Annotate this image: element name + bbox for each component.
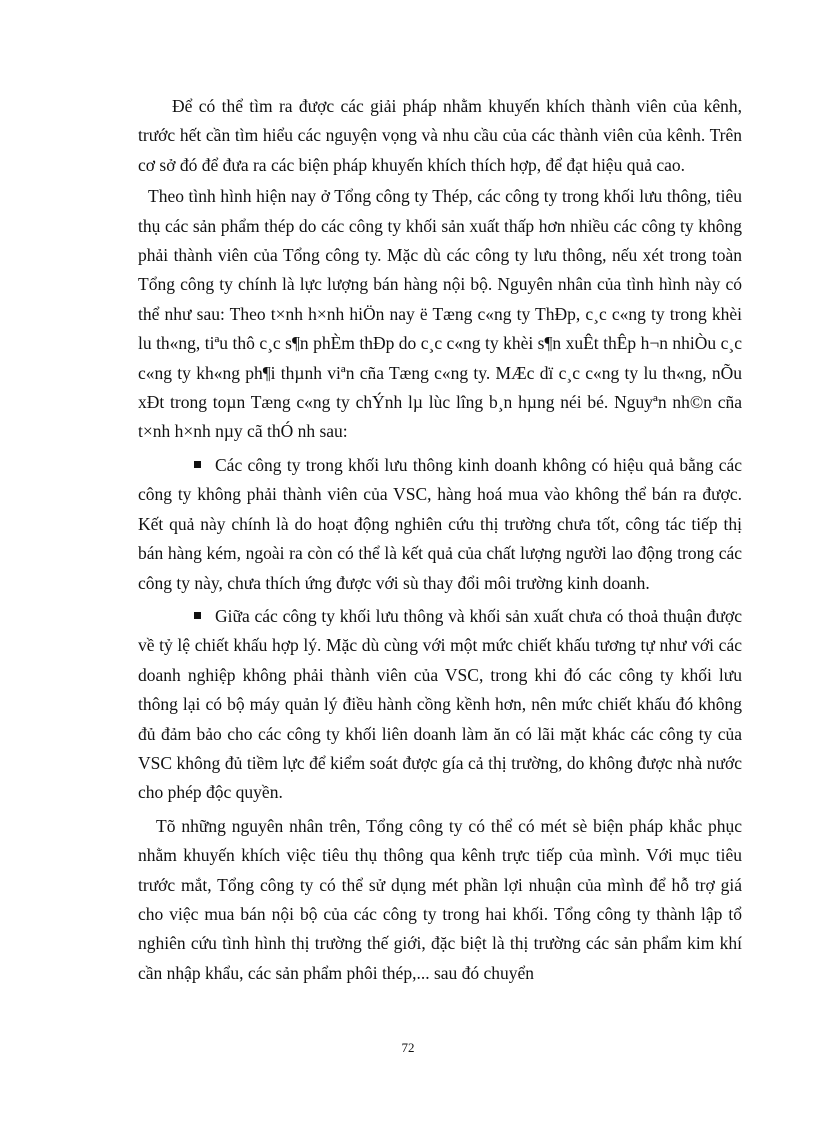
page-number: 72	[401, 1040, 415, 1055]
paragraph: Theo tình hình hiện nay ở Tổng công ty Thép, các công ty trong khối lưu thông, tiêu thụ các sản phẩm thép do các công ty khối sản xuất thấp hơn nhiều các công ty không phải thành viên của Tổng công ty. Mặc dù các công ty lưu thông, nếu xét trong toàn Tổng công ty chính là lực lượng bán hàng nội bộ. Nguyên nhân của tình hình này có thể như sau: Theo t×nh h×nh hiÖn nay ë Tæng c«ng ty ThÐp, c¸c c«ng ty trong khèi lu th«ng, tiªu thô c¸c s¶n phÈm thÐp do c¸c c«ng ty khèi s¶n xuÊt thÊp h¬n nhiÒu c¸c c«ng ty kh«ng ph¶i thµnh viªn cña Tæng c«ng ty. MÆc dï c¸c c«ng ty lu th«ng, nÕu xÐt trong toµn Tæng c«ng ty chÝnh lµ lùc lîng b¸n hµng néi bé. Nguyªn nh©n cña t×nh h×nh nµy cã thÓ nh sau:	[138, 186, 742, 442]
bullet-text: Giữa các công ty khối lưu thông và khối sản xuất chưa có thoả thuận được về tỷ lệ chiết khấu hợp lý. Mặc dù cùng với một mức chiết khấu tương tự như với các doanh nghiệp không phải thành viên của VSC, trong khi đó các công ty khối lưu thông lại có bộ máy quản lý điều hành cồng kềnh hơn, nên mức chiết khấu đó không đủ đảm bảo cho các công ty khối liên doanh làm ăn có lãi mặt khác các công ty của VSC không đủ tiềm lực để kiểm soát được gía cả thị trường, do không được nhà nước cho phép độc quyền.	[138, 605, 742, 803]
document-body	[138, 92, 742, 988]
bullet-square-icon	[194, 612, 201, 619]
bullet-text: Các công ty trong khối lưu thông kinh doanh không có hiệu quả bằng các công ty không phải thành viên của VSC, hàng hoá mua vào không thể bán ra được. Kết quả này chính là do hoạt động nghiên cứu thị trường chưa tốt, công tác tiếp thị bán hàng kém, ngoài ra còn có thể là kết quả của chất lượng người lao động trong các công ty này, chưa thích ứng được với sù thay đổi môi trường kinh doanh.	[138, 454, 742, 593]
bullet-item	[138, 602, 742, 808]
paragraph: Tõ những nguyên nhân trên, Tổng công ty có thể có mét sè biện pháp khắc phục nhằm khuyến khích việc tiêu thụ thông qua kênh trực tiếp của mình. Với mục tiêu trước mắt, Tổng công ty có thể sử dụng mét phần lợi nhuận của mình để hỗ trợ giá cho việc mua bán nội bộ của các công ty trong hai khối. Tổng công ty thành lập tổ nghiên cứu tình hình thị trường thế giới, đặc biệt là thị trường các sản phẩm kim khí cần nhập khẩu, các sản phẩm phôi thép,... sau đó chuyển	[138, 815, 742, 983]
bullet-square-icon	[194, 461, 201, 468]
paragraph: Để có thể tìm ra được các giải pháp nhằm khuyến khích thành viên của kênh, trước hết cần tìm hiểu các nguyện vọng và nhu cầu của các thành viên của kênh. Trên cơ sở đó để đưa ra các biện pháp khuyến khích thích hợp, để đạt hiệu quả cao.	[138, 96, 742, 175]
bullet-item	[138, 451, 742, 598]
